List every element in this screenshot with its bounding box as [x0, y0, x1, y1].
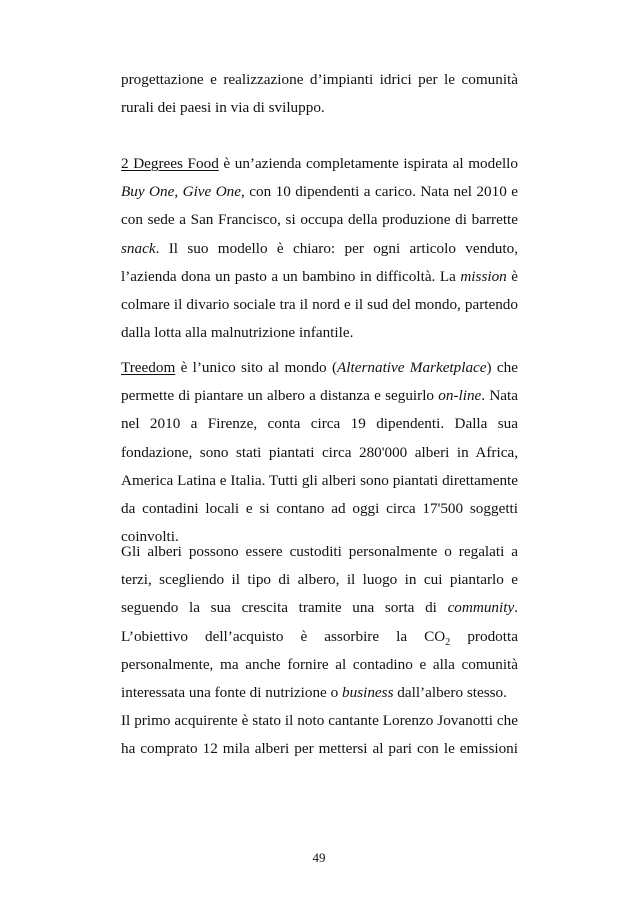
italic-term: Buy One, Give One [121, 183, 242, 201]
text-line: ha comprato 12 mila alberi per mettersi al pari con le emissioni [121, 740, 518, 758]
word: assorbire [324, 627, 380, 645]
italic-term: business [342, 683, 394, 701]
text-line: America Latina e Italia. Tutti gli alberi sono piantati direttamente [121, 471, 518, 489]
text-span: dall’albero stesso. [393, 683, 507, 701]
formula-base: CO [424, 627, 446, 645]
italic-term: on-line [438, 387, 482, 405]
word: è [300, 627, 308, 645]
paragraph-treedom [121, 354, 518, 551]
paragraph-continuation [121, 66, 518, 122]
company-name-2-degrees-food: 2 Degrees Food [121, 155, 219, 172]
text-line [121, 623, 518, 651]
chemical-formula [424, 623, 450, 651]
text-line: terzi, scegliendo il tipo di albero, il luogo in cui piantarlo e [121, 571, 518, 589]
text-line [121, 263, 518, 291]
text-line: Il primo acquirente è stato il noto cantante Lorenzo Jovanotti che [121, 712, 518, 729]
word: L’obiettivo [121, 627, 188, 645]
text-line [121, 594, 518, 622]
text-span: . [514, 599, 518, 617]
text-line: rurali dei paesi in via di sviluppo. [121, 99, 325, 117]
text-line [121, 235, 518, 263]
text-span: permette di piantare un albero a distanza e seguirlo [121, 387, 439, 405]
text-span: è un’azienda completamente ispirata al modello [218, 155, 518, 172]
text-line: da contadini locali e si contano ad oggi circa 17'500 soggetti [121, 499, 518, 517]
text-span: , con 10 dipendenti a carico. Nata nel 2010 e [241, 183, 518, 201]
page-number: 49 [312, 850, 326, 865]
word: la [396, 627, 408, 645]
text-line: coinvolti. [121, 528, 179, 546]
italic-term: mission [460, 267, 507, 285]
text-line: dalla lotta alla malnutrizione infantile. [121, 324, 354, 342]
text-line [121, 679, 518, 707]
paragraph-trees-custody [121, 538, 518, 707]
text-span: seguendo la sua crescita tramite una sorta di [121, 599, 448, 617]
company-name-treedom: Treedom [121, 359, 176, 376]
word: dell’acquisto [204, 627, 284, 645]
italic-term: snack [121, 239, 156, 257]
text-line: fondazione, sono stati piantati circa 280'000 alberi in Africa, [121, 443, 518, 461]
text-line [121, 354, 518, 382]
paragraph-2-degrees-food [121, 150, 518, 347]
text-line: Gli alberi possono essere custoditi personalmente o regalati a [121, 543, 518, 560]
text-line: nel 2010 a Firenze, conta circa 19 dipendenti. Dalla sua [121, 415, 518, 433]
text-span: ) che [486, 359, 518, 376]
text-line [121, 382, 518, 410]
formula-subscript: 2 [445, 636, 451, 648]
text-line: progettazione e realizzazione d’impianti idrici per le comunità [121, 71, 518, 88]
text-line [121, 150, 518, 178]
word: prodotta [467, 627, 518, 645]
text-span: è l’unico sito al mondo ( [175, 359, 338, 376]
italic-term: community [447, 599, 515, 617]
text-line: personalmente, ma anche fornire al contadino e alla comunità [121, 655, 518, 673]
text-line: con sede a San Francisco, si occupa della produzione di barrette [121, 211, 518, 229]
paragraph-first-buyer [121, 707, 518, 763]
italic-term: Alternative Marketplace [337, 359, 487, 376]
text-span: l’azienda dona un pasto a un bambino in difficoltà. La [121, 267, 461, 285]
text-span: . Nata [481, 387, 518, 405]
text-line [121, 178, 518, 206]
text-span: . Il suo modello è chiaro: per ogni articolo venduto, [155, 239, 518, 257]
text-span: è [506, 267, 518, 285]
text-line: colmare il divario sociale tra il nord e il sud del mondo, partendo [121, 295, 518, 313]
text-span: interessata una fonte di nutrizione o [121, 683, 342, 701]
